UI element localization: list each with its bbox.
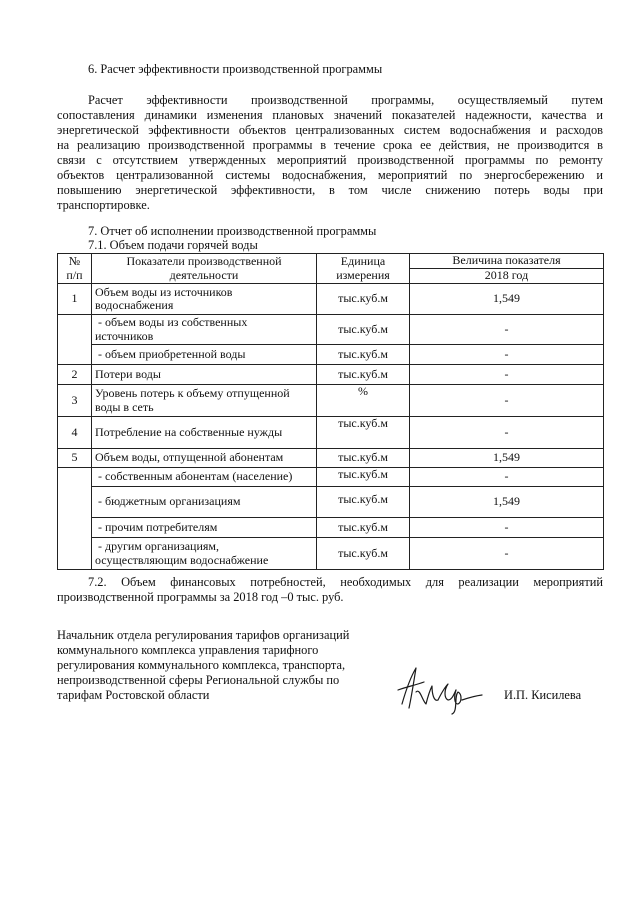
table-row (58, 385, 604, 417)
section6-line-7: повышению энергетической эффективности, в том числе снижению потерь воды при (57, 183, 603, 197)
table-row (58, 449, 604, 468)
row-number: 5 (58, 449, 92, 468)
section6-heading: 6. Расчет эффективности производственной программы (88, 62, 383, 76)
row-value: - (410, 365, 604, 385)
section6-line-3: энергетической эффективности объектов централизованных систем водоснабжения и расходов (57, 123, 603, 137)
section6-line-4: на реализацию производственной программы в течение срока ее действия, не производится в (57, 138, 603, 152)
row-number: 4 (58, 417, 92, 449)
table-row (58, 538, 604, 570)
row-indicator: - объем воды из собственных источников (92, 315, 317, 345)
row-value: - (410, 468, 604, 487)
row-number (58, 315, 92, 365)
section6-line-2: сопоставления динамики изменения плановых значений показателей надежности, качества и (57, 108, 603, 122)
row-number: 2 (58, 365, 92, 385)
signatory-title-line-5: тарифам Ростовской области (57, 688, 210, 702)
row-unit: тыс.куб.м (317, 487, 410, 518)
row-indicator: - бюджетным организациям (92, 487, 317, 518)
table-row (58, 345, 604, 365)
section6-line-8: транспортировке. (57, 198, 150, 212)
row-value: - (410, 315, 604, 345)
row-unit: тыс.куб.м (317, 449, 410, 468)
table-row (58, 518, 604, 538)
table-row (58, 315, 604, 345)
water-supply-table (57, 253, 604, 570)
row-indicator: Потребление на собственные нужды (92, 417, 317, 449)
row-indicator: - другим организациям, осуществляющим водоснабжение (92, 538, 317, 570)
row-number: 1 (58, 284, 92, 315)
row-indicator: Уровень потерь к объему отпущенной воды в сеть (92, 385, 317, 417)
section6-line-5: связи с отсутствием утвержденных мероприятий производственной программы по ремонту (57, 153, 603, 167)
section7-subheading: 7.1. Объем подачи горячей воды (88, 238, 258, 252)
row-value: 1,549 (410, 284, 604, 315)
row-value: 1,549 (410, 449, 604, 468)
row-unit: тыс.куб.м (317, 284, 410, 315)
row-value: 1,549 (410, 487, 604, 518)
section7-heading: 7. Отчет об исполнении производственной программы (88, 224, 377, 238)
table-header-row (58, 254, 604, 269)
row-unit: тыс.куб.м (317, 365, 410, 385)
row-value: - (410, 345, 604, 365)
signatory-title-line-2: коммунального комплекса управления тарифного (57, 643, 319, 657)
row-indicator: - собственным абонентам (население) (92, 468, 317, 487)
section72-line-1: 7.2. Объем финансовых потребностей, необходимых для реализации мероприятий (88, 575, 603, 589)
signatory-name: И.П. Кисилева (504, 688, 582, 702)
row-indicator: - прочим потребителям (92, 518, 317, 538)
row-value: - (410, 518, 604, 538)
table-row (58, 468, 604, 487)
row-unit: тыс.куб.м (317, 538, 410, 570)
table-row (58, 284, 604, 315)
row-number: 3 (58, 385, 92, 417)
table-row (58, 365, 604, 385)
row-unit: тыс.куб.м (317, 345, 410, 365)
section6-line-6: объектов централизованной системы водоснабжения, мероприятий по энергосбережению и (57, 168, 603, 182)
section6-line-1: Расчет эффективности производственной программы, осуществляемый путем (88, 93, 603, 107)
row-unit: тыс.куб.м (317, 315, 410, 345)
row-indicator: Потери воды (92, 365, 317, 385)
signatory-title-line-3: регулирования коммунального комплекса, транспорта, (57, 658, 346, 672)
row-unit: тыс.куб.м (317, 468, 410, 487)
header-year: 2018 год (410, 269, 604, 284)
table-row (58, 487, 604, 518)
row-value: - (410, 538, 604, 570)
header-value-title: Величина показателя (410, 254, 604, 269)
header-indicator: Показатели производственной деятельности (92, 254, 317, 284)
header-number: № п/п (58, 254, 92, 284)
row-unit: % (317, 385, 410, 417)
table-row (58, 417, 604, 449)
row-unit: тыс.куб.м (317, 518, 410, 538)
row-indicator: - объем приобретенной воды (92, 345, 317, 365)
row-number (58, 468, 92, 570)
row-unit: тыс.куб.м (317, 417, 410, 449)
header-unit: Единица измерения (317, 254, 410, 284)
row-indicator: Объем воды, отпущенной абонентам (92, 449, 317, 468)
row-value: - (410, 417, 604, 449)
row-indicator: Объем воды из источников водоснабжения (92, 284, 317, 315)
handwritten-signature (392, 660, 484, 718)
row-value: - (410, 385, 604, 417)
signatory-title-line-4: непроизводственной сферы Региональной службы по (57, 673, 340, 687)
signatory-title-line-1: Начальник отдела регулирования тарифов организаций (57, 628, 350, 642)
section72-line-2: производственной программы за 2018 год –0 тыс. руб. (57, 590, 344, 604)
